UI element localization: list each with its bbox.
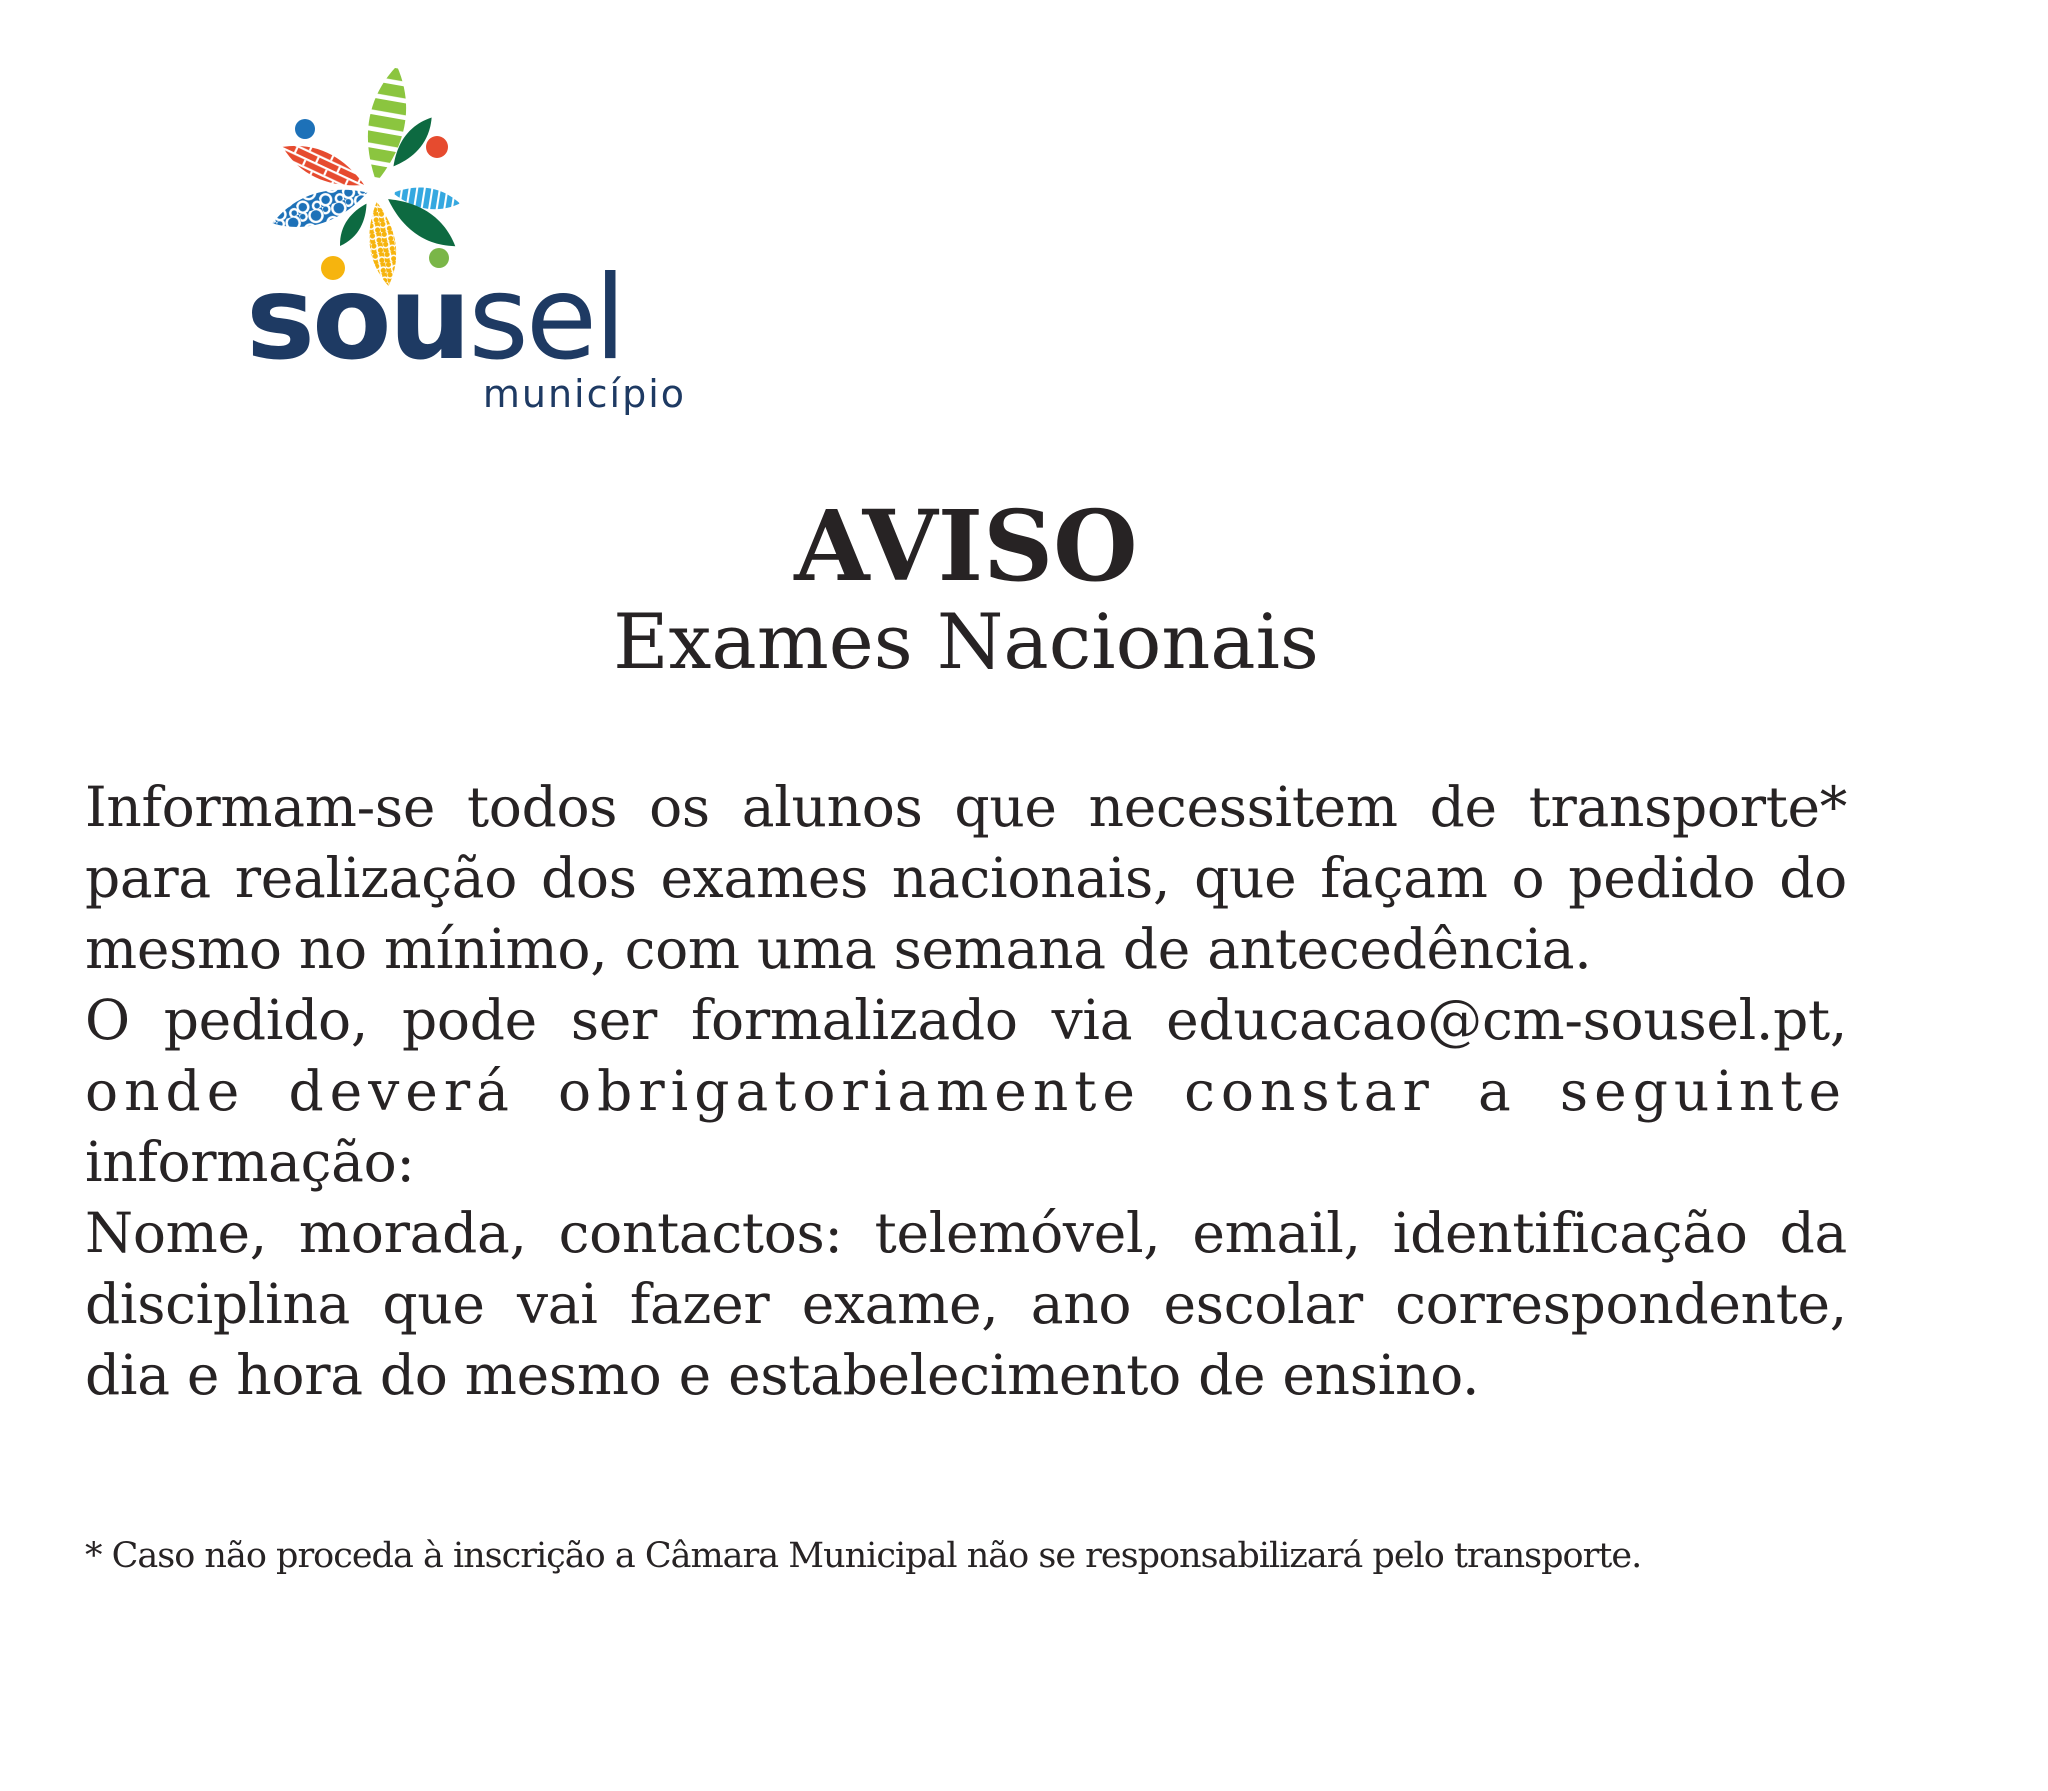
notice-title: AVISO bbox=[794, 489, 1138, 603]
leaf-brick-red bbox=[277, 135, 370, 198]
body-line: Nome, morada, contactos: telemóvel, email, identificação da bbox=[85, 1201, 1847, 1265]
dot-red bbox=[426, 136, 448, 158]
body-line: disciplina que vai fazer exame, ano escolar correspondente, bbox=[85, 1272, 1847, 1336]
logo-tagline: município bbox=[482, 371, 686, 416]
dot-blue bbox=[295, 119, 315, 139]
notice-subtitle: Exames Nacionais bbox=[613, 597, 1319, 686]
body-line: Informam-se todos os alunos que necessitem de transporte* bbox=[85, 775, 1847, 839]
body-line: onde deverá obrigatoriamente constar a seguinte bbox=[85, 1059, 1847, 1123]
notice-body bbox=[85, 772, 1847, 1411]
body-line: mesmo no mínimo, com uma semana de antecedência. bbox=[85, 917, 1592, 981]
municipality-logo-text bbox=[246, 251, 686, 416]
logo-wordmark bbox=[246, 251, 686, 386]
logo-wordmark-light: sel bbox=[468, 251, 624, 386]
leaf-striped-green bbox=[359, 63, 415, 185]
body-line: informação: bbox=[85, 1130, 415, 1194]
body-line: para realização dos exames nacionais, que façam o pedido do bbox=[85, 846, 1847, 910]
notice-footnote: * Caso não proceda à inscrição a Câmara Municipal não se responsabilizará pelo transporte. bbox=[85, 1536, 1642, 1576]
body-line: dia e hora do mesmo e estabelecimento de ensino. bbox=[85, 1343, 1480, 1407]
body-line: O pedido, pode ser formalizado via educacao@cm-sousel.pt, bbox=[85, 988, 1847, 1052]
logo-wordmark-bold: sou bbox=[246, 251, 469, 386]
